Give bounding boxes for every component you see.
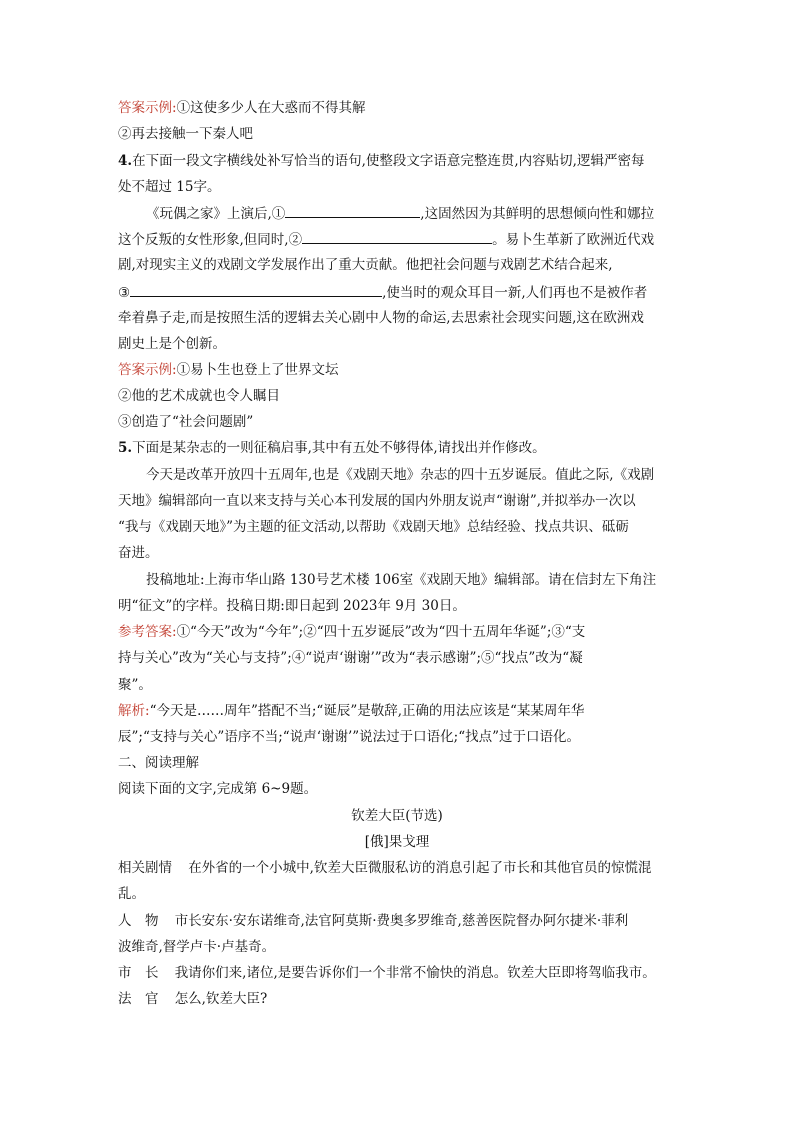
characters-line2: 波维奇,督学卢卡·卢基奇。 — [118, 939, 276, 955]
analysis-q5-line2: 辰”;“支持与关心”语序不当;“说声‘谢谢’”说法过于口语化;“找点”过于口语化。 — [118, 729, 581, 745]
q5-notice-line1: 今天是改革开放四十五周年,也是《戏剧天地》杂志的四十五岁诞辰。值此之际,《戏剧 — [146, 467, 655, 483]
plot-label: 相关剧情 — [118, 860, 172, 876]
speaker-judge: 法 官 — [118, 991, 159, 1007]
q4-passage-line4: ③ ,使当时的观众耳目一新,人们再也不是被作者 — [118, 282, 678, 302]
q5-notice-line5: 投稿地址:上海市华山路 130号艺术楼 106室《戏剧天地》编辑部。请在信封左下角注 — [146, 572, 657, 588]
work-title: 钦差大臣(节选) — [351, 808, 443, 824]
q4-stem-line1: 4.在下面一段文字横线处补写恰当的语句,使整段文字语意完整连贯,内容贴切,逻辑严密每 — [118, 153, 645, 169]
analysis-label: 解析: — [118, 703, 150, 719]
answer-q5-line3: 聚”。 — [118, 677, 152, 693]
answer-label: 答案示例: — [118, 362, 177, 378]
answer-blank-1[interactable] — [285, 203, 420, 218]
q5-notice-line4: 奋进。 — [118, 545, 159, 561]
question-number: 5. — [118, 440, 133, 456]
plot-line2: 乱。 — [118, 886, 145, 902]
q4-passage-line3: 剧,对现实主义的戏剧文学发展作出了重大贡献。他把社会问题与戏剧艺术结合起来, — [118, 257, 613, 273]
answer-q4-line1: 答案示例:①易卜生也登上了世界文坛 — [118, 362, 339, 378]
q5-notice-line6: 明“征文”的字样。投稿日期:即日起到 2023年 9月 30日。 — [118, 598, 466, 614]
q4-passage-line2: 这个反叛的女性形象,但同时,② 。易卜生革新了欧洲近代戏 — [118, 229, 678, 249]
dialogue-judge: 法 官 怎么,钦差大臣? — [118, 991, 268, 1007]
answer-label: 参考答案: — [118, 624, 177, 640]
q4-passage-line6: 剧史上是个创新。 — [118, 336, 226, 352]
answer-q4-line3: ③创造了“社会问题剧” — [118, 414, 254, 430]
speaker-mayor: 市 长 — [118, 965, 159, 981]
plot-line1: 相关剧情 在外省的一个小城中,钦差大臣微服私访的消息引起了市长和其他官员的惊慌混 — [118, 860, 652, 876]
q5-notice-line3: “我与《戏剧天地》”为主题的征文活动,以帮助《戏剧天地》总结经验、找点共识、砥砺 — [118, 519, 629, 535]
q5-notice-line2: 天地》编辑部向一直以来支持与关心本刊发展的国内外朋友说声“谢谢”,并拟举办一次以 — [118, 493, 636, 509]
q4-passage-line5: 牵着鼻子走,而是按照生活的逻辑去关心剧中人物的命运,去思索社会现实问题,这在欧洲戏 — [118, 310, 644, 326]
section-title: 二、阅读理解 — [118, 755, 199, 771]
answer-label: 答案示例: — [118, 100, 177, 116]
answer-q5-line1: 参考答案:①“今天”改为“今年”;②“四十五岁诞辰”改为“四十五周年华诞”;③“支 — [118, 624, 586, 640]
q4-passage-line1: 《玩偶之家》上演后,① ,这固然因为其鲜明的思想倾向性和娜拉 — [146, 203, 678, 223]
dialogue-mayor: 市 长 我请你们来,诸位,是要告诉你们一个非常不愉快的消息。钦差大臣即将驾临我市。 — [118, 965, 656, 981]
characters-label: 人 物 — [118, 913, 159, 929]
analysis-q5-line1: 解析:“今天是……周年”搭配不当;“诞辰”是敬辞,正确的用法应该是“某某周年华 — [118, 703, 585, 719]
reading-instruction: 阅读下面的文字,完成第 6~9题。 — [118, 781, 318, 797]
q4-stem-line2: 处不超过 15字。 — [118, 179, 221, 195]
answer-q5-line2: 持与关心”改为“关心与支持”;④“说声‘谢谢’”改为“表示感谢”;⑤“找点”改为“凝 — [118, 650, 583, 666]
work-author: [俄]果戈理 — [364, 834, 430, 850]
answer-q4-line2: ②他的艺术成就也令人瞩目 — [118, 388, 280, 404]
answer-blank-3[interactable] — [130, 282, 382, 297]
characters-line1: 人 物 市长安东·安东诺维奇,法官阿莫斯·费奥多罗维奇,慈善医院督办阿尔捷米·菲利 — [118, 913, 629, 929]
answer-blank-2[interactable] — [302, 229, 492, 244]
question-number: 4. — [118, 153, 133, 169]
answer-q3-line1: 答案示例:①这使多少人在大惑而不得其解 — [118, 100, 366, 116]
answer-q3-line2: ②再去接触一下秦人吧 — [118, 126, 253, 142]
q5-stem: 5.下面是某杂志的一则征稿启事,其中有五处不够得体,请找出并作修改。 — [118, 440, 546, 456]
